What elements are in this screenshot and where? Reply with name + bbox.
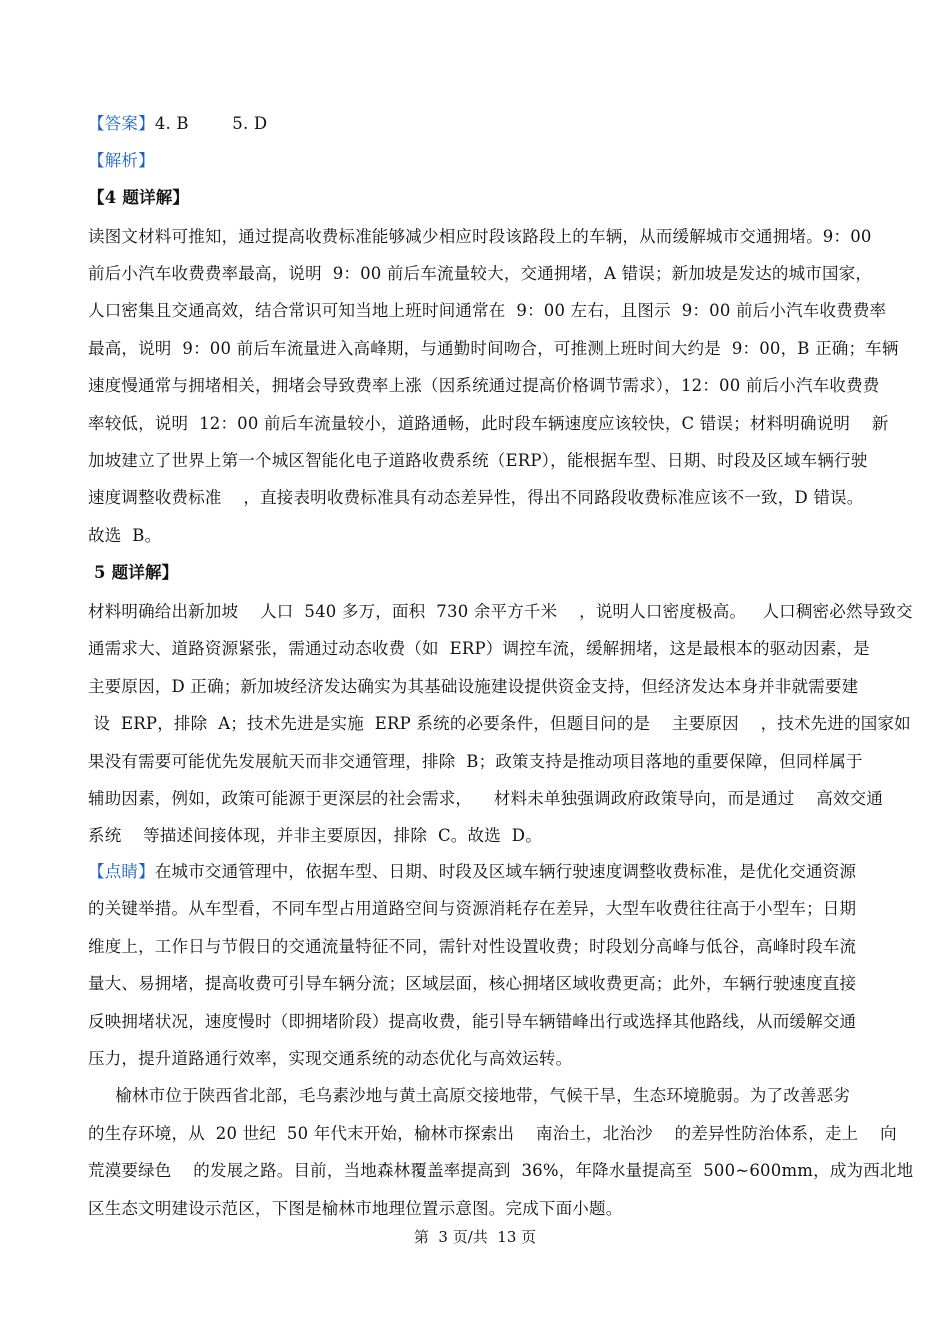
- q5-line: 设 ERP，排除 A；技术先进是实施 ERP 系统的必要条件，但题目问的是 主要原因 ，技术先进的国家如: [88, 714, 911, 733]
- passage-line: 榆林市位于陕西省北部，毛乌素沙地与黄土高原交接地带，气候干旱，生态环境脆弱。为了改善恶劣: [88, 1086, 851, 1105]
- passage-line: 的生存环境，从 20 世纪 50 年代末开始，榆林市探索出 南治土，北治沙 的差异性防治体系，走上 向: [88, 1124, 897, 1143]
- tip-line: 维度上，工作日与节假日的交通流量特征不同，需针对性设置收费；时段划分高峰与低谷，高峰时段车流: [88, 937, 857, 956]
- answer-label: 【答案】: [88, 114, 155, 133]
- tip-line: 的关键举措。从车型看，不同车型占用道路空间与资源消耗存在差异，大型车收费往往高于小型车；日期: [88, 899, 857, 918]
- q4-line: 人口密集且交通高效，结合常识可知当地上班时间通常在 9：00 左右，且图示 9：00 前后小汽车收费费率: [88, 301, 887, 320]
- q4-line: 最高，说明 9：00 前后车流量进入高峰期，与通勤时间吻合，可推测上班时间大约是 9：00，B 正确；车辆: [88, 339, 899, 358]
- q5-line: 果没有需要可能优先发展航天而非交通管理，排除 B；政策支持是推动项目落地的重要保障，但同样属于: [88, 752, 863, 771]
- q4-line: 速度调整收费标准 ，直接表明收费标准具有动态差异性，得出不同路段收费标准应该不一致，D 错误。: [88, 488, 864, 507]
- q5-line: 主要原因，D 正确；新加坡经济发达确实为其基础设施建设提供资金支持，但经济发达本身并非就需要建: [88, 677, 859, 696]
- q5-line: 系统 等描述间接体现，并非主要原因，排除 C。故选 D。: [88, 826, 542, 845]
- tip-label: 【点睛】: [88, 862, 155, 881]
- q5-heading: 5 题详解】: [88, 563, 179, 582]
- q5-line: 辅助因素，例如，政策可能源于更深层的社会需求， 材料未单独强调政府政策导向，而是通过 高效交通: [88, 789, 884, 808]
- q4-line: 加坡建立了世界上第一个城区智能化电子道路收费系统（ERP），能根据车型、日期、时段及区域车辆行驶: [88, 451, 868, 470]
- answer-text: 4. B 5. D: [154, 114, 268, 133]
- page-footer: 第 3 页/共 13 页: [413, 1228, 537, 1246]
- tip-line: 量大、易拥堵，提高收费可引导车辆分流；区域层面，核心拥堵区域收费更高；此外，车辆行驶速度直接: [88, 974, 857, 993]
- q4-line: 速度慢通常与拥堵相关，拥堵会导致费率上涨（因系统通过提高价格调节需求），12：00 前后小汽车收费费: [88, 376, 880, 395]
- tip-first-text: 在城市交通管理中，依据车型、日期、时段及区域车辆行驶速度调整收费标准，是优化交通资源: [154, 862, 857, 881]
- passage-line: 区生态文明建设示范区，下图是榆林市地理位置示意图。完成下面小题。: [88, 1199, 623, 1218]
- passage-line: 荒漠要绿色 的发展之路。目前，当地森林覆盖率提高到 36%，年降水量提高至 500~600mm，成为西北地: [88, 1161, 914, 1180]
- q4-line: 率较低，说明 12：00 前后车流量较小，道路通畅，此时段车辆速度应该较快，C 错误；材料明确说明 新: [88, 414, 889, 433]
- tip-line: 压力，提升道路通行效率，实现交通系统的动态优化与高效运转。: [88, 1049, 573, 1068]
- tip-line: 反映拥堵状况，速度慢时（即拥堵阶段）提高收费，能引导车辆错峰出行或选择其他路线，从而缓解交通: [88, 1012, 857, 1031]
- tip-first-line: [88, 861, 878, 883]
- q4-heading: 【4 题详解】: [88, 188, 190, 207]
- q5-line: 材料明确给出新加坡 人口 540 多万，面积 730 余平方千米 ，说明人口密度极高。 人口稠密必然导致交: [88, 602, 913, 621]
- analysis-label: 【解析】: [88, 151, 155, 170]
- q4-line: 故选 B。: [88, 526, 162, 545]
- q4-line: 前后小汽车收费费率最高，说明 9：00 前后车流量较大，交通拥堵，A 错误；新加坡是发达的城市国家，: [88, 264, 873, 283]
- answer-line: [88, 113, 878, 135]
- q4-line: 读图文材料可推知，通过提高收费标准能够减少相应时段该路段上的车辆，从而缓解城市交通拥堵。9：00: [88, 227, 872, 246]
- q5-line: 通需求大、道路资源紧张，需通过动态收费（如 ERP）调控车流，缓解拥堵，这是最根本的驱动因素，是: [88, 639, 870, 658]
